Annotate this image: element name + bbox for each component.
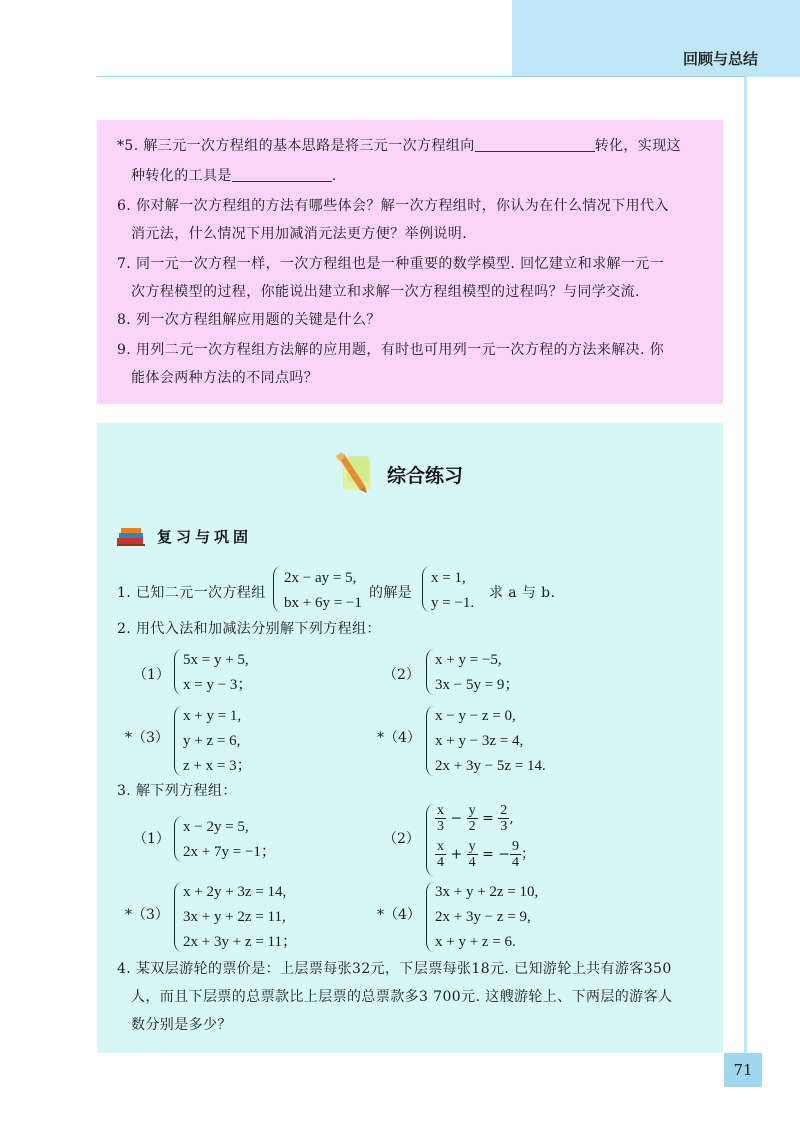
subsection-title: 复习与巩固 — [157, 528, 253, 546]
problem-2-text: 2. 用代入法和加减法分别解下列方程组： — [117, 621, 381, 637]
brace — [174, 706, 182, 776]
margin-rule — [744, 77, 747, 1087]
review-questions-box — [97, 120, 723, 404]
brace — [426, 804, 434, 876]
item-label: （2） — [383, 667, 420, 683]
equation-system — [183, 704, 252, 779]
equation: 2x + 3y − 5z = 14. — [435, 758, 546, 774]
problem-4-line-2: 人，而且下层票的总票款比上层票的总票款多3 700元. 这艘游轮上、下两层的游客人 — [131, 989, 673, 1005]
fraction: $\frac{2}{3}$ — [500, 803, 508, 834]
practice-box — [97, 423, 723, 1053]
question-9: 9. 用列二元一次方程组方法解的应用题，有时也可用列一元一次方程的方法来解决. 你 — [117, 342, 665, 358]
problem-1-prefix: 1. 已知二元一次方程组 — [117, 585, 266, 601]
equation: 3x − 5y = 9； — [435, 677, 520, 693]
equation: bx + 6y = −1 — [284, 595, 362, 611]
item-label: （2） — [383, 831, 420, 847]
problem-3-text: 3. 解下列方程组： — [117, 783, 237, 799]
equation: 3x + y + 2z = 10, — [435, 884, 539, 900]
equation: x + y = 1, — [183, 708, 242, 724]
answer-blank — [232, 167, 332, 182]
header-rule — [97, 76, 745, 77]
brace — [426, 706, 434, 776]
fraction: $\frac{y}{4}$ — [468, 839, 476, 870]
question-5: *5. 解三元一次方程组的基本思路是将三元一次方程组向 转化，实现这 — [117, 138, 682, 154]
equation: z + x = 3； — [183, 758, 252, 774]
equation: y = −1. — [431, 595, 475, 611]
problem-1-system — [284, 566, 362, 616]
equation-system — [435, 880, 538, 955]
equation: x = y − 3； — [183, 677, 253, 693]
books-icon — [115, 524, 147, 548]
equation: x − y − z = 0, — [435, 708, 516, 724]
question-9-cont: 能体会两种方法的不同点吗？ — [131, 370, 319, 386]
brace — [422, 566, 430, 612]
equation: $\frac{x}{4}$ + $\frac{y}{4}$ = − $\frac{9}{4}$ ； — [437, 839, 536, 870]
header-tab — [512, 0, 800, 77]
equation: $\frac{x}{3}$ − $\frac{y}{2}$ = $\frac{2}{3}$ , — [437, 803, 514, 834]
equation: x = 1, — [431, 570, 466, 586]
equation: 5x = y + 5, — [183, 652, 249, 668]
equation: x + y − 3z = 4, — [435, 733, 524, 749]
question-6-cont: 消元法，什么情况下用加减消元法更方便？举例说明. — [131, 226, 468, 242]
equation-system — [183, 880, 297, 955]
equation: x + y = −5, — [435, 652, 502, 668]
equation: 2x + 3y − z = 9, — [435, 909, 531, 925]
equation-system — [183, 648, 252, 698]
equation: x + y + z = 6. — [435, 934, 516, 950]
question-8: 8. 列一次方程组解应用题的关键是什么？ — [117, 312, 381, 328]
equation-system — [435, 648, 519, 698]
question-7-cont: 次方程模型的过程，你能说出建立和求解一次方程组模型的过程吗？与同学交流. — [131, 284, 640, 300]
equation: 2x + 3y + z = 11； — [183, 934, 297, 950]
item-label: （1） — [133, 831, 170, 847]
equation: x − 2y = 5, — [183, 819, 249, 835]
fraction-equation — [435, 803, 535, 875]
brace — [426, 882, 434, 952]
practice-title: 综合练习 — [387, 465, 464, 487]
section-title: 回顾与总结 — [682, 50, 758, 68]
item-label: *（3） — [125, 907, 169, 923]
problem-1-suffix: 求 a 与 b. — [489, 585, 556, 601]
question-6: 6. 你对解一次方程组的方法有哪些体会？解一次方程组时，你认为在什么情况下用代入 — [117, 198, 669, 214]
item-label: *（4） — [377, 907, 421, 923]
question-7: 7. 同一元一次方程一样，一次方程组也是一种重要的数学模型. 回忆建立和求解一元一 — [117, 256, 665, 272]
equation: x + 2y + 3z = 14, — [183, 884, 287, 900]
equation: 2x − ay = 5, — [284, 570, 357, 586]
brace — [426, 649, 434, 695]
page-number: 71 — [724, 1053, 762, 1087]
brace — [174, 649, 182, 695]
item-label: *（4） — [377, 730, 421, 746]
brace — [273, 566, 281, 612]
problem-4-line-3: 数分别是多少？ — [131, 1017, 232, 1033]
equation: y + z = 6, — [183, 733, 241, 749]
equation-system — [435, 704, 546, 779]
fraction: $\frac{x}{3}$ — [437, 803, 444, 834]
brace — [174, 816, 182, 862]
problem-1-solution — [431, 566, 474, 616]
fraction: $\frac{y}{2}$ — [468, 803, 476, 834]
problem-1-mid: 的解是 — [369, 585, 413, 601]
equation-system — [183, 815, 276, 865]
item-label: *（3） — [125, 730, 169, 746]
equation: 3x + y + 2z = 11, — [183, 909, 286, 925]
fraction: $\frac{x}{4}$ — [437, 839, 444, 870]
problem-4-line-1: 4. 某双层游轮的票价是：上层票每张32元，下层票每张18元. 已知游轮上共有游客350 — [117, 961, 672, 977]
question-5-cont: 种转化的工具是 . — [131, 168, 337, 184]
fraction: $\frac{9}{4}$ — [512, 839, 520, 870]
equation: 2x + 7y = −1； — [183, 844, 276, 860]
brace — [174, 882, 182, 952]
item-label: （1） — [133, 667, 170, 683]
answer-blank — [475, 137, 595, 152]
pencil-book-icon — [335, 450, 375, 494]
